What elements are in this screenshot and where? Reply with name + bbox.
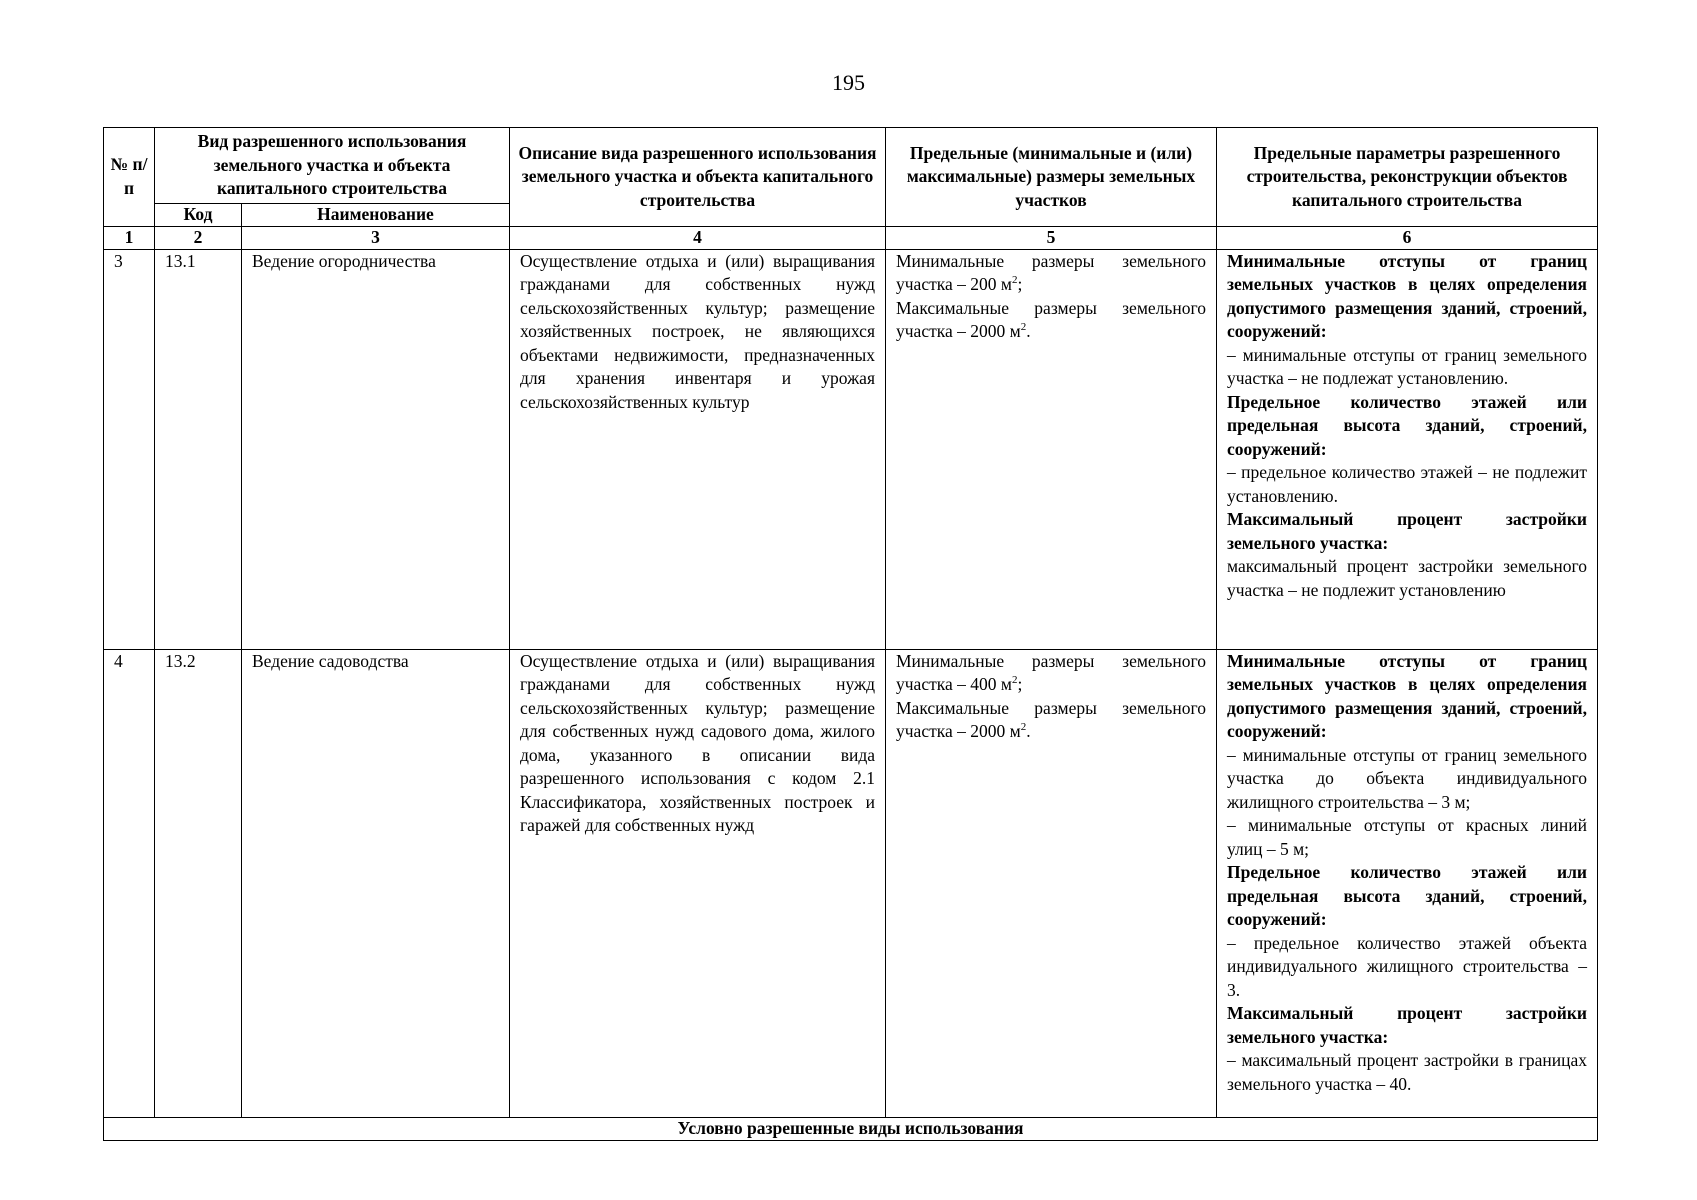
zoning-table (103, 127, 1598, 1141)
row-number: 4 (104, 649, 155, 1117)
column-number: 6 (1217, 226, 1598, 249)
row-name: Ведение садоводства (242, 649, 510, 1117)
page-number: 195 (832, 70, 865, 95)
param-heading: Минимальные отступы от границ земельных участков в целях определения допустимого размещения зданий, строений, сооружений: (1227, 250, 1587, 341)
param-heading: Предельное количество этажей или предельная высота зданий, строений, сооружений: (1227, 391, 1587, 459)
param-text: – предельное количество этажей – не подлежит установлению. (1227, 462, 1587, 506)
row-description: Осуществление отдыха и (или) выращивания гражданами для собственных нужд сельскохозяйственных культур; размещение хозяйственных построек, не являющихся объектами недвижимости, предназначенных для хранения инвентаря и урожая сельскохозяйственных культур (510, 249, 886, 649)
row-code: 13.2 (155, 649, 242, 1117)
column-number: 2 (155, 226, 242, 249)
row-number: 3 (104, 249, 155, 649)
param-text: максимальный процент застройки земельного участка – не подлежит установлению (1227, 556, 1587, 600)
param-heading: Максимальный процент застройки земельного участка: (1227, 509, 1587, 553)
size-min: Минимальные размеры земельного участка – 200 $м^2$; (896, 250, 1206, 294)
column-number: 3 (242, 226, 510, 249)
param-text: – предельное количество этажей объекта индивидуального жилищного строительства – 3. (1227, 932, 1587, 1000)
header-params: Предельные параметры разрешенного строительства, реконструкции объектов капитального строительства (1217, 128, 1598, 227)
row-name: Ведение огородничества (242, 249, 510, 649)
column-number: 1 (104, 226, 155, 249)
row-description: Осуществление отдыха и (или) выращивания гражданами для собственных нужд сельскохозяйственных культур; размещение для собственных нужд садового дома, жилого дома, указанного в описании вида разрешенного использования с кодом 2.1 Классификатора, хозяйственных построек и гаражей для собственных нужд (510, 649, 886, 1117)
param-heading: Максимальный процент застройки земельного участка: (1227, 1003, 1587, 1047)
section-footer: Условно разрешенные виды использования (104, 1117, 1598, 1140)
param-heading: Минимальные отступы от границ земельных участков в целях определения допустимого размещения зданий, строений, сооружений: (1227, 650, 1587, 741)
param-text: – минимальные отступы от красных линий улиц – 5 м; (1227, 815, 1587, 859)
row-code: 13.1 (155, 249, 242, 649)
row-params (1217, 249, 1598, 649)
size-max: Максимальные размеры земельного участка – 2000 $м^2$. (896, 297, 1206, 341)
size-min: Минимальные размеры земельного участка – 400 $м^2$; (896, 650, 1206, 694)
header-group: Вид разрешенного использования земельного участка и объекта капитального строительства (155, 128, 510, 204)
param-text: – минимальные отступы от границ земельного участка до объекта индивидуального жилищного строительства – 3 м; (1227, 744, 1587, 812)
column-number: 4 (510, 226, 886, 249)
header-num: № п/п (104, 128, 155, 227)
column-number: 5 (886, 226, 1217, 249)
header-desc: Описание вида разрешенного использования земельного участка и объекта капитального строительства (510, 128, 886, 227)
size-max: Максимальные размеры земельного участка – 2000 $м^2$. (896, 697, 1206, 741)
param-text: – максимальный процент застройки в границах земельного участка – 40. (1227, 1050, 1587, 1094)
param-text: – минимальные отступы от границ земельного участка – не подлежат установлению. (1227, 344, 1587, 388)
row-sizes (886, 649, 1217, 1117)
row-sizes (886, 249, 1217, 649)
row-params (1217, 649, 1598, 1117)
header-name: Наименование (242, 203, 510, 226)
param-heading: Предельное количество этажей или предельная высота зданий, строений, сооружений: (1227, 862, 1587, 929)
header-code: Код (155, 203, 242, 226)
header-sizes: Предельные (минимальные и (или) максимальные) размеры земельных участков (886, 128, 1217, 227)
table-row (104, 249, 1598, 649)
table-row (104, 649, 1598, 1117)
